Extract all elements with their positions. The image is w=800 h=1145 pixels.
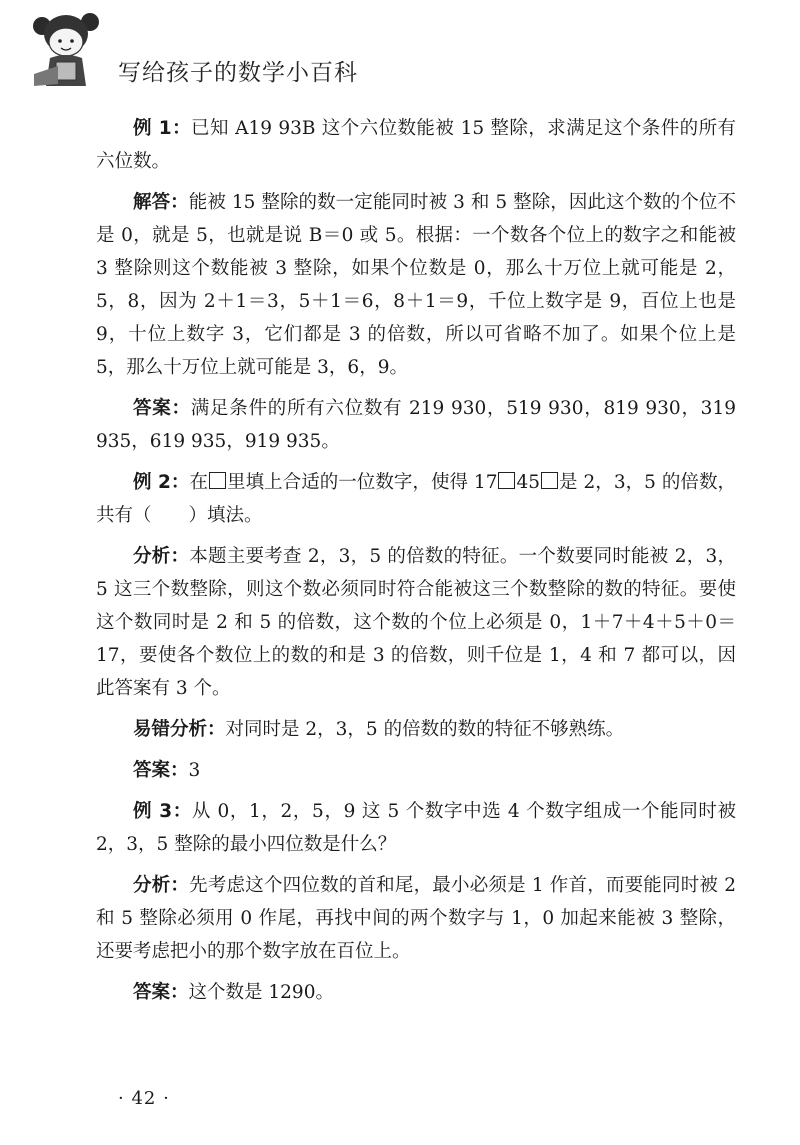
example-1-solution <box>96 186 736 384</box>
example-2-text-part: 是 2，3，5 的倍数，共有（ ）填法。 <box>96 472 736 526</box>
blank-box <box>498 472 515 489</box>
girl-illustration <box>28 8 114 88</box>
analysis-label: 分析： <box>133 546 190 567</box>
blank-box <box>541 472 558 489</box>
example-2-error-analysis <box>96 713 736 746</box>
example-2-error-text: 对同时是 2，3，5 的倍数的数的特征不够熟练。 <box>225 719 625 740</box>
example-1-answer <box>96 392 736 458</box>
example-2-question <box>96 466 736 532</box>
solution-label: 解答： <box>133 192 189 213</box>
example-3-answer <box>96 976 736 1009</box>
example-1-label: 例 1： <box>133 118 192 139</box>
page-number: · 42 · <box>118 1088 170 1109</box>
example-2-text-part: 在 <box>189 472 209 493</box>
analysis-label: 分析： <box>133 875 190 896</box>
example-3-answer-text: 这个数是 1290。 <box>188 982 334 1003</box>
page-body <box>96 112 736 1017</box>
answer-label: 答案： <box>133 760 189 781</box>
example-1-question <box>96 112 736 178</box>
example-1-answer-text: 满足条件的所有六位数有 219 930，519 930，819 930，319 935，619 935，919 935。 <box>96 398 736 452</box>
example-3-analysis-text: 先考虑这个四位数的首和尾，最小必须是 1 作首，而要能同时被 2 和 5 整除必须用 0 作尾，再找中间的两个数字与 1，0 加起来能被 3 整除，还要考虑把小的那个数字放在百位上。 <box>96 875 736 962</box>
error-analysis-label: 易错分析： <box>133 719 226 740</box>
page-header <box>28 8 388 88</box>
example-2-label: 例 2： <box>133 472 190 493</box>
answer-label: 答案： <box>133 398 191 419</box>
example-2-text-part: 里填上合适的一位数字，使得 17 <box>227 472 498 493</box>
blank-box <box>209 472 226 489</box>
example-2-text-part: 45 <box>516 472 541 493</box>
answer-label: 答案： <box>133 982 189 1003</box>
example-3-label: 例 3： <box>133 801 192 822</box>
example-1-question-text: 已知 A19 93B 这个六位数能被 15 整除，求满足这个条件的所有六位数。 <box>96 118 736 172</box>
example-1-solution-text: 能被 15 整除的数一定能同时被 3 和 5 整除，因此这个数的个位不是 0，就是 5，也就是说 B＝0 或 5。根据：一个数各个位上的数字之和能被 3 整除则这个数能被 3 整除，如果个位数是 0，那么十万位上就可能是 2，5，8，因为 2＋1＝3，5＋1＝6，8＋1＝9，千位上数字是 9，百位上也是 9，十位上数字 3，它们都是 3 的倍数，所以可省略不加了。如果个位上是 5，那么十万位上就可能是 3，6，9。 <box>96 192 736 378</box>
book-title: 写给孩子的数学小百科 <box>118 60 358 86</box>
example-3-question-text: 从 0，1，2，5，9 这 5 个数字中选 4 个数字组成一个能同时被 2，3，5 整除的最小四位数是什么？ <box>96 801 736 855</box>
example-3-question <box>96 795 736 861</box>
example-2-answer <box>96 754 736 787</box>
example-2-analysis <box>96 540 736 705</box>
example-3-analysis <box>96 869 736 968</box>
example-2-answer-text: 3 <box>188 760 201 781</box>
example-2-analysis-text: 本题主要考查 2，3，5 的倍数的特征。一个数要同时能被 2，3，5 这三个数整除，则这个数必须同时符合能被这三个数整除的数的特征。要使这个数同时是 2 和 5 的倍数，这个数的个位上必须是 0，1＋7＋4＋5＋0＝17，要使各个数位上的数的和是 3 的倍数，则千位是 1，4 和 7 都可以，因此答案有 3 个。 <box>96 546 736 699</box>
